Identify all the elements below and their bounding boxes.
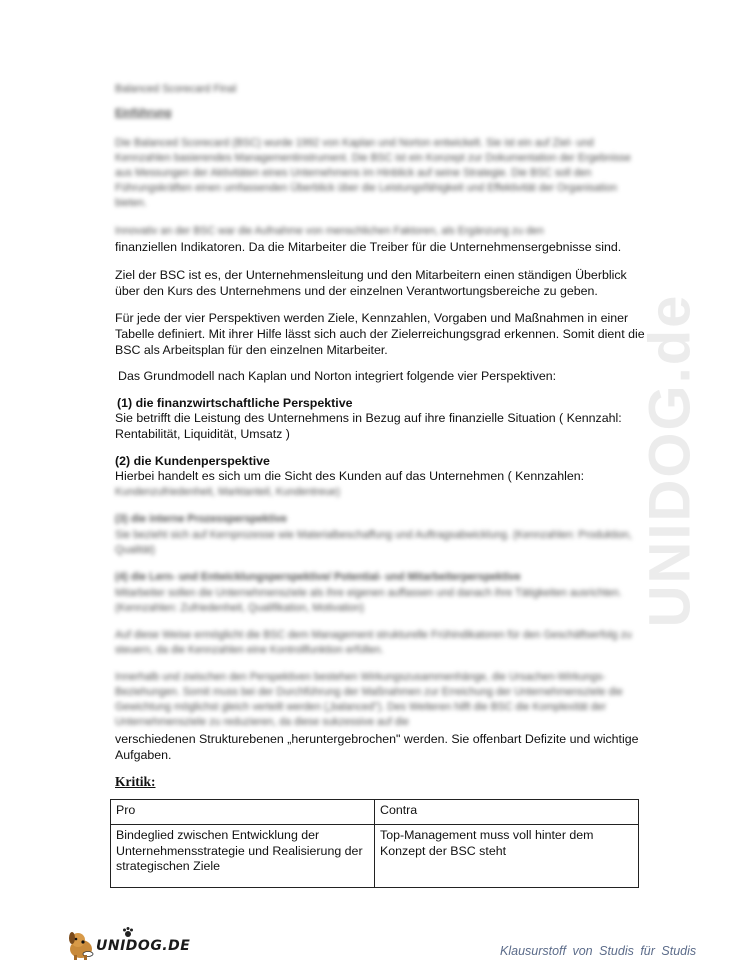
paragraph-perspectives-table: Für jede der vier Perspektiven werden Ziele, Kennzahlen, Vorgaben und Maßnahmen in einer Tabelle definiert. Mit ihrer Hilfe lässt sich auch der Zielerreichungsgrad erkennen. Somit dient die BSC als Arbeitsplan für den einzelnen Mitarbeiter. <box>115 311 645 357</box>
dog-icon <box>64 928 98 962</box>
paragraph-model: Das Grundmodell nach Kaplan und Norton integriert folgende vier Perspektiven: <box>118 369 557 383</box>
table-header-contra: Contra <box>375 800 639 825</box>
unidog-logo <box>64 928 194 962</box>
kritik-heading: Kritik: <box>115 774 156 789</box>
intro-heading: Einführung <box>115 107 172 119</box>
perspective-2-text-blurred: Kundenzufriedenheit, Marktanteil, Kundentreue) <box>115 486 340 498</box>
paragraph-management: Auf diese Weise ermöglicht die BSC dem Management strukturelle Frühindikatoren für den Geschäftserfolg zu steuern, da die Kennzahlen eine Kontrollfunktion erfüllen. <box>115 629 632 656</box>
footer-tagline: Klausurstoff von Studis für Studis <box>500 944 697 958</box>
paragraph-innovation-blurred: Innovativ an der BSC war die Aufnahme von menschlichen Faktoren, als Ergänzung zu den <box>115 225 544 237</box>
paw-icon <box>122 926 134 938</box>
perspective-1-heading: (1) die finanzwirtschaftliche Perspektive <box>117 396 353 410</box>
logo-text: UNIDOG.DE <box>96 938 191 954</box>
table-header-row <box>111 800 639 825</box>
table-header-pro: Pro <box>111 800 375 825</box>
perspective-4-text: Mitarbeiter sollen die Unternehmensziele als ihre eigenen auffassen und danach ihre Tätigkeiten ausrichten. (Kennzahlen: Zufriedenheit, Qualifikation, Motivation) <box>115 587 622 614</box>
paragraph-goal: Ziel der BSC ist es, der Unternehmensleitung und den Mitarbeitern einen ständigen Überblick über den Kurs des Unternehmens und der einzelnen Verantwortungsbereiche zu geben. <box>115 268 627 298</box>
table-row <box>111 824 639 887</box>
paragraph-effects: verschiedenen Strukturebenen „heruntergebrochen" werden. Sie offenbart Defizite und wichtige Aufgaben. <box>115 732 639 762</box>
watermark-text: UNIDOG.de <box>637 293 703 627</box>
table-cell-contra: Top-Management muss voll hinter dem Konzept der BSC steht <box>375 824 639 887</box>
header-title: Balanced Scorecard Final <box>115 83 237 95</box>
perspective-2-text: Hierbei handelt es sich um die Sicht des Kunden auf das Unternehmen ( Kennzahlen: <box>115 469 585 483</box>
table-cell-pro: Bindeglied zwischen Entwicklung der Unternehmensstrategie und Realisierung der strategischen Ziele <box>111 824 375 887</box>
paragraph-innovation: finanziellen Indikatoren. Da die Mitarbeiter die Treiber für die Unternehmensergebnisse sind. <box>115 240 622 254</box>
perspective-1-text: Sie betrifft die Leistung des Unternehmens in Bezug auf ihre finanzielle Situation ( Kennzahl: Rentabilität, Liquidität, Umsatz ) <box>115 411 622 441</box>
kritik-table <box>110 799 639 888</box>
paragraph-intro: Die Balanced Scorecard (BSC) wurde 1992 von Kaplan und Norton entwickelt. Sie ist ein auf Ziel- und Kennzahlen basierendes Managementinstrument. Die BSC ist ein Konzept zur Dokumentation der Ergebnisse aus Messungen der Aktivitäten eines Unternehmens im Hinblick auf seine Strategie. Die BSC soll den Führungskräften einen umfassenden Überblick über die Leistungsfähigkeit und Effektivität der Organisation bieten. <box>115 137 631 209</box>
paragraph-effects-blurred: Innerhalb und zwischen den Perspektiven bestehen Wirkungszusammenhänge, die Ursachen-Wirkungs- Beziehungen. Somit muss bei der Durchführung der Maßnahmen zur Erreichung der Unternehmensziele die Gewichtung möglichst gleich verteilt werden („balanced"). Des Weiteren hilft die BSC die Komplexität der Unternehmensziele zu reduzieren, da diese sukzessive auf die <box>115 671 623 728</box>
perspective-2-heading: (2) die Kundenperspektive <box>115 454 270 468</box>
watermark <box>637 250 703 670</box>
perspective-3-heading: (3) die interne Prozessperspektive <box>115 513 287 525</box>
perspective-4-heading: (4) die Lern- und Entwicklungsperspektive/ Potential- und Mitarbeiterperspektive <box>115 571 521 583</box>
perspective-3-text: Sie bezieht sich auf Kernprozesse wie Materialbeschaffung und Auftragsabwicklung. (Kennzahlen: Produktion, Qualität) <box>115 529 632 556</box>
